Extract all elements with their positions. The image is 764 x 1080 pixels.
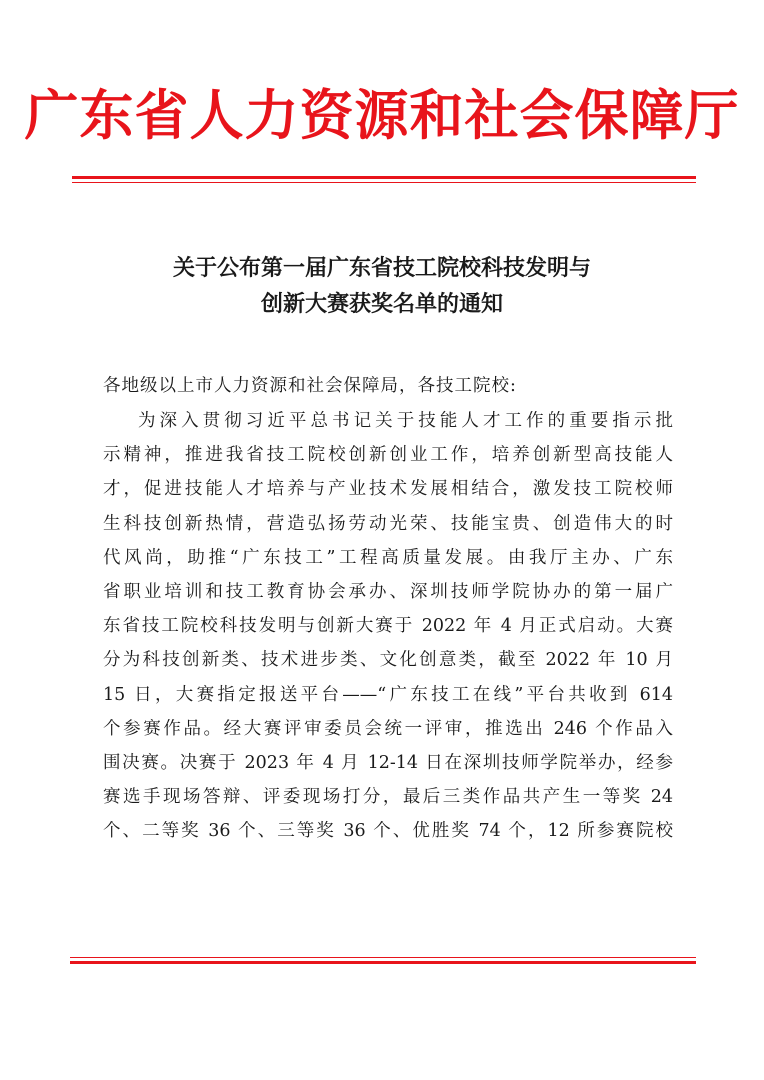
- notice-title: [0, 250, 764, 322]
- notice-body: [103, 404, 673, 848]
- body-line: 赛选手现场答辩、评委现场打分，最后三类作品共产生一等奖 24: [103, 787, 673, 808]
- body-line: 分为科技创新类、技术进步类、文化创意类，截至 2022 年 10 月: [103, 650, 673, 671]
- body-line: 生科技创新热情，营造弘扬劳动光荣、技能宝贵、创造伟大的时: [103, 513, 673, 534]
- footer-divider-thick: [70, 961, 696, 964]
- letterhead-divider-thin: [72, 182, 696, 183]
- body-line: 个、二等奖 36 个、三等奖 36 个、优胜奖 74 个，12 所参赛院校: [103, 821, 673, 842]
- notice-title-line: 关于公布第一届广东省技工院校科技发明与: [172, 255, 591, 281]
- body-line: 才，促进技能人才培养与产业技术发展相结合，激发技工院校师: [103, 479, 673, 500]
- footer-divider-thin: [70, 957, 696, 958]
- body-line: 15 日，大赛指定报送平台——“广东技工在线”平台共收到 614: [103, 684, 673, 705]
- body-line: 东省技工院校科技发明与创新大赛于 2022 年 4 月正式启动。大赛: [103, 616, 673, 637]
- body-line: 省职业培训和技工教育协会承办、深圳技师学院协办的第一届广: [103, 581, 673, 602]
- org-letterhead-title: 广东省人力资源和社会保障厅: [24, 83, 740, 147]
- body-line: 为深入贯彻习近平总书记关于技能人才工作的重要指示批: [138, 411, 673, 431]
- body-line: 围决赛。决赛于 2023 年 4 月 12-14 日在深圳技师学院举办，经参: [103, 752, 673, 773]
- body-line: 代风尚，助推“广东技工”工程高质量发展。由我厅主办、广东: [103, 547, 673, 568]
- salutation: 各地级以上市人力资源和社会保障局，各技工院校:: [103, 376, 517, 396]
- body-line: 示精神，推进我省技工院校创新创业工作，培养创新型高技能人: [103, 445, 673, 466]
- body-line: 个参赛作品。经大赛评审委员会统一评审，推选出 246 个作品入: [103, 718, 673, 739]
- letterhead-divider-thick: [72, 176, 696, 179]
- notice-title-line: 创新大赛获奖名单的通知: [260, 291, 503, 317]
